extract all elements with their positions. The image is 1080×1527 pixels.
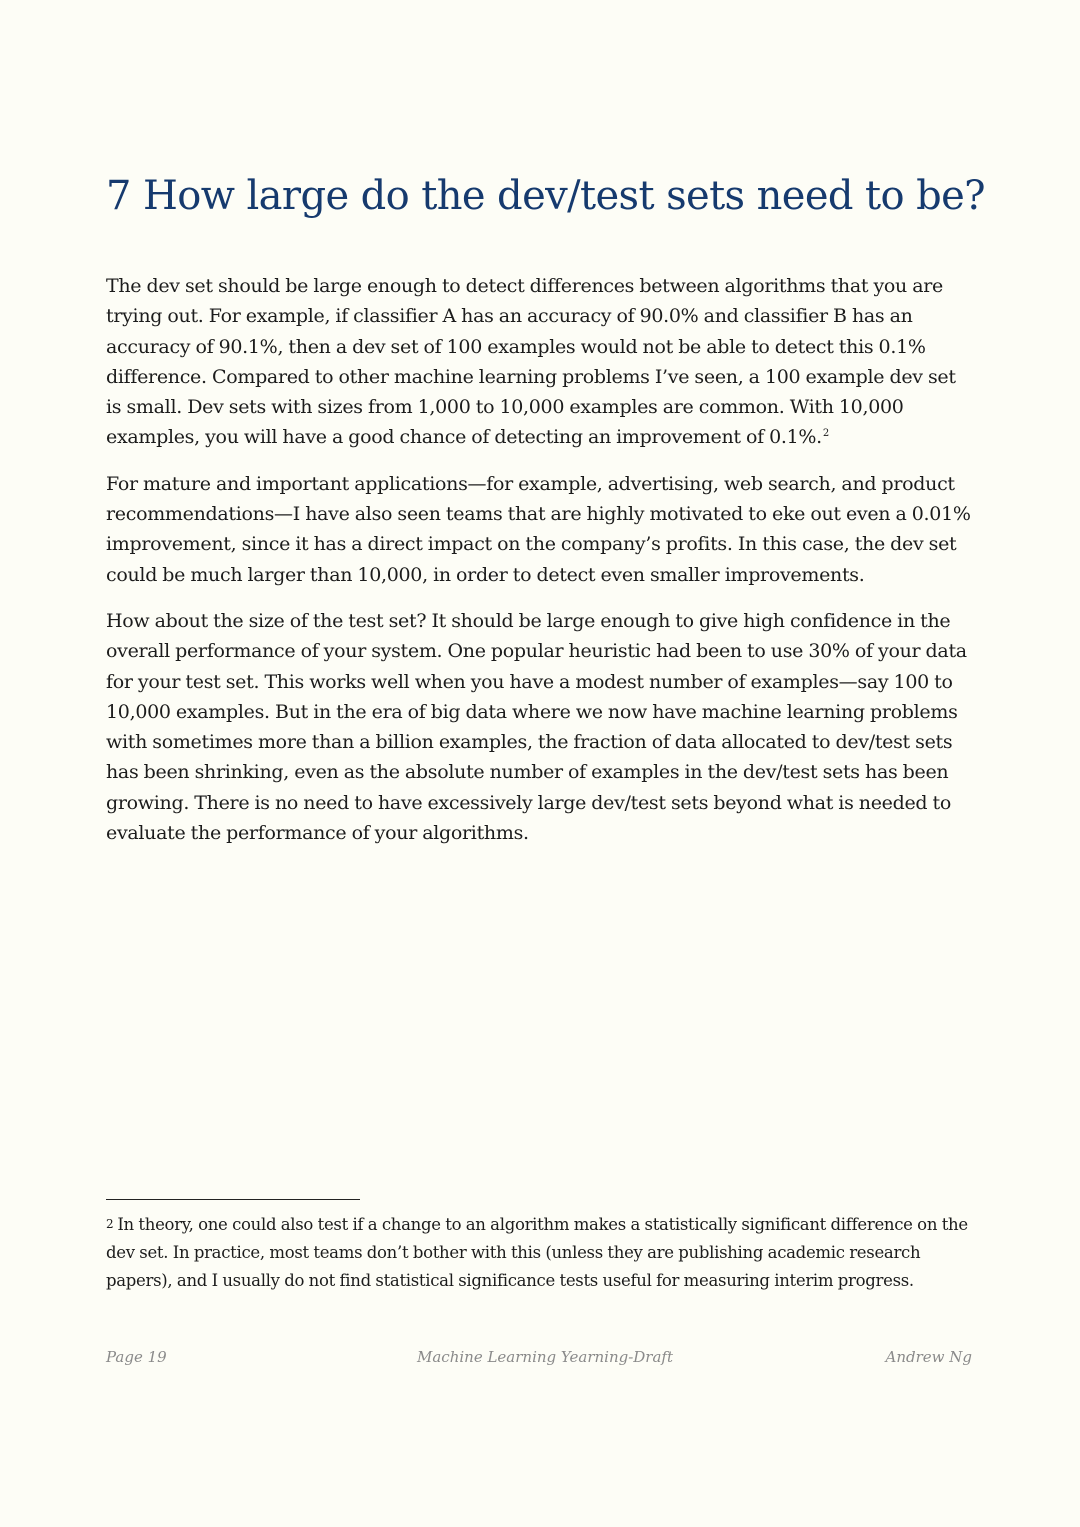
paragraph-2: For mature and important applications—for example, advertising, web search, and product recommendations—I have also seen teams that are highly motivated to eke out even a 0.01% improvement, since it has a direct impact on the company’s profits. In this case, the dev set could be much larger than 10,000, in order to detect even smaller improvements. bbox=[106, 472, 971, 586]
paragraph-1-text: The dev set should be large enough to detect differences between algorithms that you are trying out. For example, if classifier A has an accuracy of 90.0% and classifier B has an accuracy of 90.1%, then a dev set of 100 examples would not be able to detect this 0.1% difference. Compared to other machine learning problems I’ve seen, a 100 example dev set is small. Dev sets with sizes from 1,000 to 10,000 examples are common. With 10,000 examples, you will have a good chance of detecting an improvement of 0.1%. bbox=[106, 275, 956, 449]
footnote bbox=[106, 1210, 972, 1295]
footer-page-number: Page 19 bbox=[106, 1348, 167, 1366]
footnote-reference[interactable]: 2 bbox=[822, 428, 829, 440]
footnote-number: 2 bbox=[106, 1217, 114, 1231]
footer-book-title: Machine Learning Yearning-Draft bbox=[417, 1348, 674, 1366]
footnote-text: In theory, one could also test if a change to an algorithm makes a statistically significant difference on the dev set. In practice, most teams don’t bother with this (unless they are publishing academic research papers), and I usually do not find statistical significance tests useful for measuring interim progress. bbox=[106, 1215, 968, 1290]
paragraph-3: How about the size of the test set? It should be large enough to give high confidence in the overall performance of your system. One popular heuristic had been to use 30% of your data for your test set. This works well when you have a modest number of examples—say 100 to 10,000 examples. But in the era of big data where we now have machine learning problems with sometimes more than a billion examples, the fraction of data allocated to dev/test sets has been shrinking, even as the absolute number of examples in the dev/test sets has been growing. There is no need to have excessively large dev/test sets beyond what is needed to evaluate the performance of your algorithms. bbox=[106, 609, 967, 845]
footer-author: Andrew Ng bbox=[885, 1348, 972, 1366]
chapter-body bbox=[106, 271, 972, 864]
chapter-title: 7 How large do the dev/test sets need to be? bbox=[106, 173, 986, 219]
paragraph-1 bbox=[106, 271, 972, 453]
footnote-divider bbox=[106, 1199, 360, 1200]
